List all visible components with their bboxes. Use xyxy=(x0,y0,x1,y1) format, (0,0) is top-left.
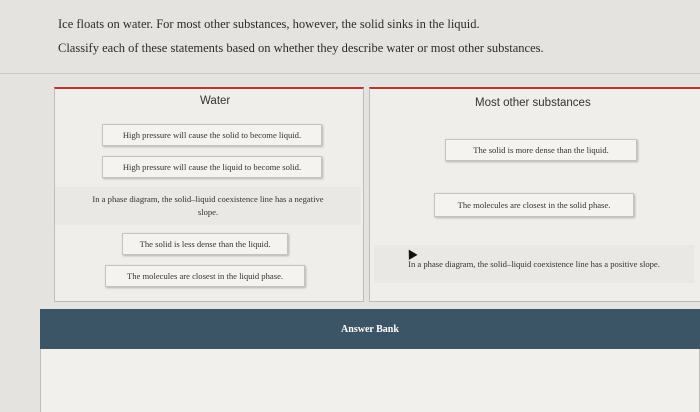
water-column-title: Water xyxy=(200,95,231,107)
card-closest-solid-phase[interactable]: The molecules are closest in the solid phase. xyxy=(434,193,634,217)
answer-bank-area[interactable] xyxy=(40,349,700,412)
answer-bank-label: Answer Bank xyxy=(341,323,399,335)
question-text xyxy=(58,12,678,60)
card-high-pressure-liquid-to-solid[interactable]: High pressure will cause the liquid to become solid. xyxy=(102,156,322,178)
answer-bank-header xyxy=(40,309,700,349)
divider xyxy=(0,73,700,74)
card-positive-slope[interactable]: In a phase diagram, the solid–liquid coexistence line has a positive slope. xyxy=(374,245,694,283)
most-other-substances-drop-zone[interactable] xyxy=(369,87,700,302)
card-solid-less-dense[interactable]: The solid is less dense than the liquid. xyxy=(122,233,288,255)
card-closest-liquid-phase[interactable]: The molecules are closest in the liquid phase. xyxy=(105,265,305,287)
other-column-title: Most other substances xyxy=(475,97,591,109)
card-high-pressure-solid-to-liquid[interactable]: High pressure will cause the solid to become liquid. xyxy=(102,124,322,146)
question-line-2: Classify each of these statements based on whether they describe water or most other substances. xyxy=(58,41,544,55)
water-drop-zone[interactable] xyxy=(54,87,364,302)
question-line-1: Ice floats on water. For most other substances, however, the solid sinks in the liquid. xyxy=(58,17,480,31)
card-solid-more-dense[interactable]: The solid is more dense than the liquid. xyxy=(445,139,637,161)
card-negative-slope[interactable]: In a phase diagram, the solid–liquid coexistence line has a negative slope. xyxy=(55,187,361,225)
